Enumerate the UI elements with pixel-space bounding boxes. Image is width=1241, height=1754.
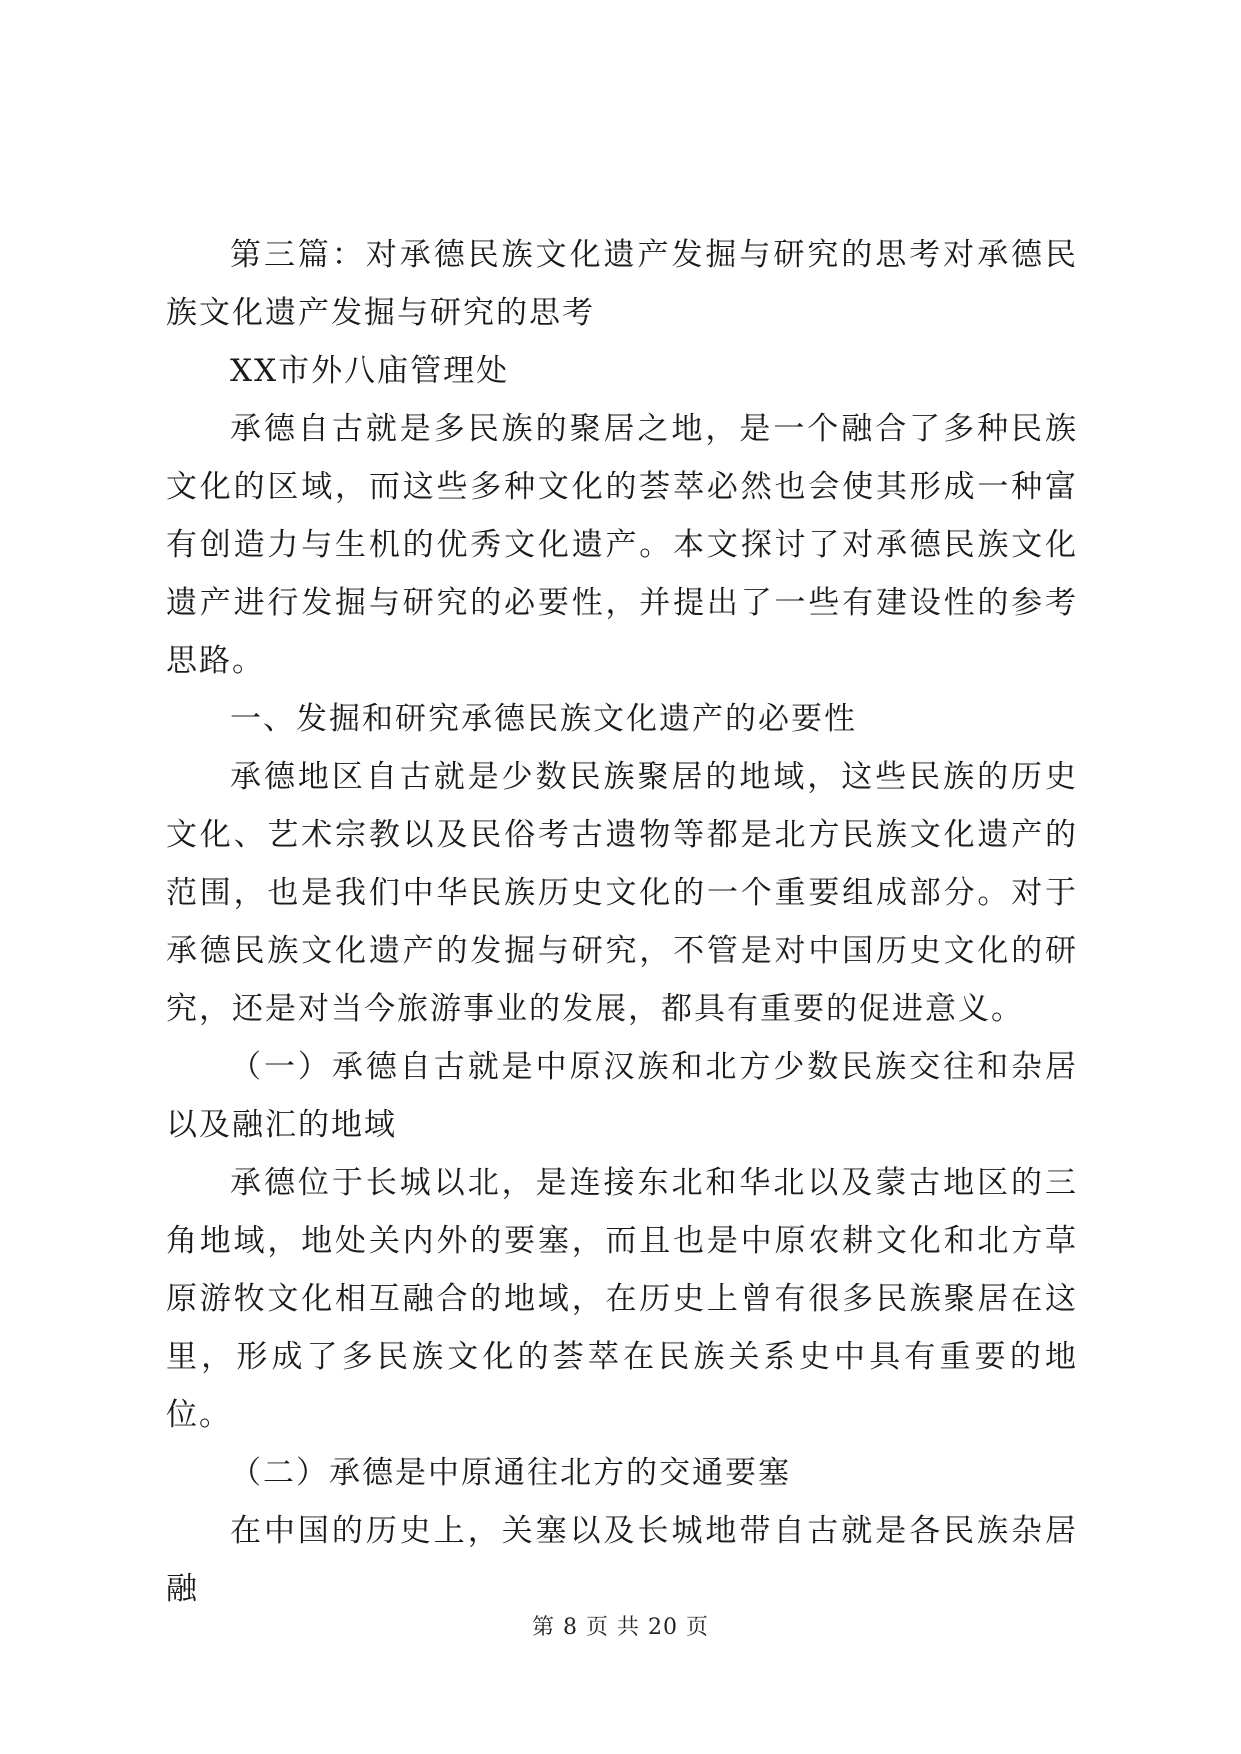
article-title: 第三篇：对承德民族文化遗产发掘与研究的思考对承德民族文化遗产发掘与研究的思考 [166, 237, 1078, 331]
subsection-heading-2: （二）承德是中原通往北方的交通要塞 [230, 1455, 791, 1491]
section-heading-1: 一、发掘和研究承德民族文化遗产的必要性 [230, 701, 857, 737]
body-paragraph: 在中国的历史上，关塞以及长城地带自古就是各民族杂居融 [166, 1513, 1078, 1607]
abstract-paragraph: 承德自古就是多民族的聚居之地，是一个融合了多种民族文化的区域，而这些多种文化的荟萃必然也会使其形成一种富有创造力与生机的优秀文化遗产。本文探讨了对承德民族文化遗产进行发掘与研究的必要性，并提出了一些有建设性的参考思路。 [166, 411, 1078, 679]
page-number-footer: 第 8 页 共 20 页 [532, 1615, 709, 1640]
document-body [166, 226, 1078, 1618]
body-paragraph: 承德地区自古就是少数民族聚居的地域，这些民族的历史文化、艺术宗教以及民俗考古遗物等都是北方民族文化遗产的范围，也是我们中华民族历史文化的一个重要组成部分。对于承德民族文化遗产的发掘与研究，不管是对中国历史文化的研究，还是对当今旅游事业的发展，都具有重要的促进意义。 [166, 759, 1078, 1027]
body-paragraph: 承德位于长城以北，是连接东北和华北以及蒙古地区的三角地域，地处关内外的要塞，而且也是中原农耕文化和北方草原游牧文化相互融合的地域，在历史上曾有很多民族聚居在这里，形成了多民族文化的荟萃在民族关系史中具有重要的地位。 [166, 1165, 1078, 1433]
author-organization: XX市外八庙管理处 [230, 353, 510, 389]
subsection-heading-1: （一）承德自古就是中原汉族和北方少数民族交往和杂居以及融汇的地域 [166, 1049, 1078, 1143]
